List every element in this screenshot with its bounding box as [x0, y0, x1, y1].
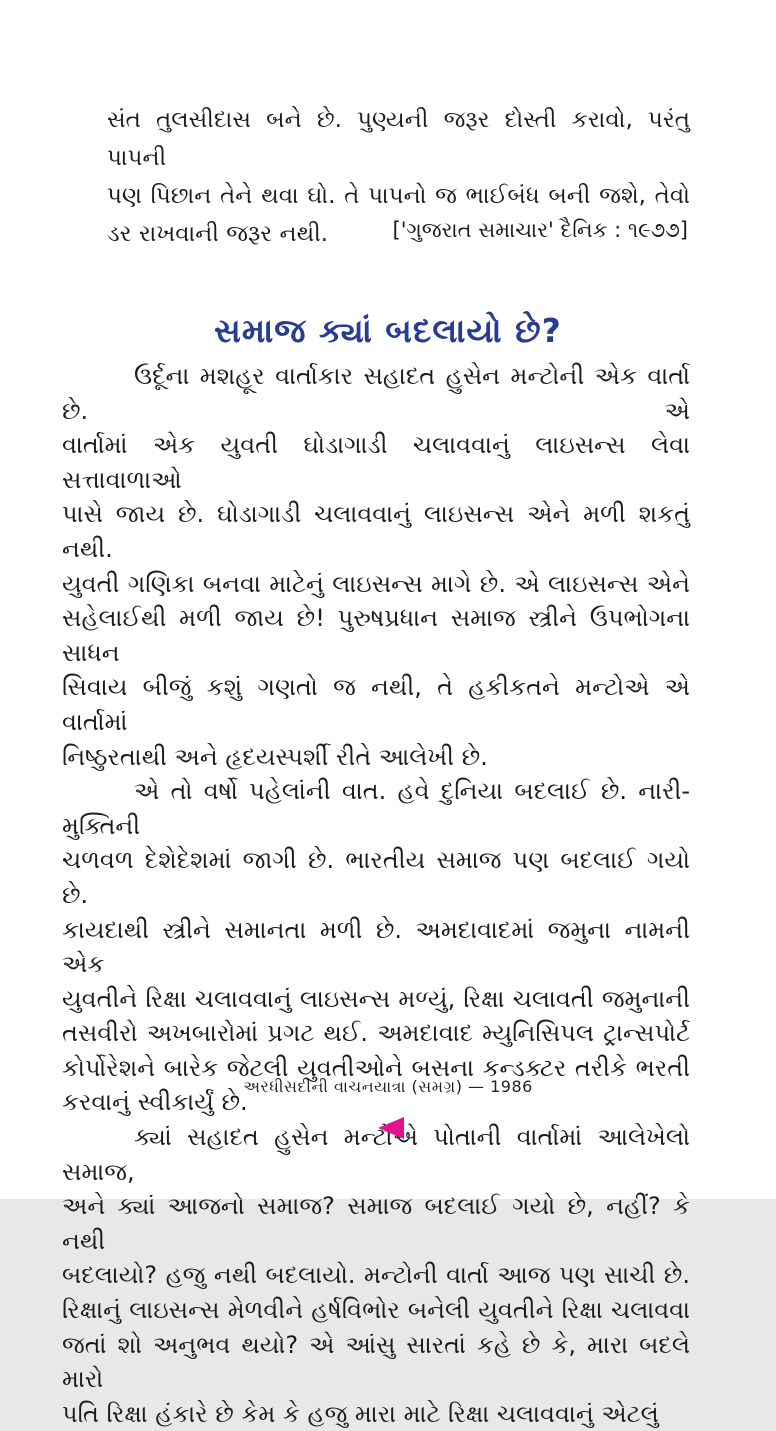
text-line: વાર્તામાં એક યુવતી ઘોડાગાડી ચલાવવાનું લાઇસન્સ લેવા સત્તાવાળાઓ	[62, 431, 690, 494]
text-line: ડર રાખવાની જરૂર નથી.	[107, 221, 329, 247]
text-line: ઉર્દૂના મશહૂર વાર્તાકાર સહાદત હુસેન મન્ટોની એક વાર્તા છે. એ	[62, 362, 690, 425]
text-line: પતિ રિક્ષા હંકારે છે કેમ કે હજુ મારા માટે રિક્ષા ચલાવવાનું એટલું	[62, 1399, 659, 1428]
text-line: સિવાય બીજું કશું ગણતો જ નથી, તે હકીકતને મન્ટોએ એ વાર્તામાં	[62, 673, 690, 736]
text-line: જતાં શો અનુભવ થયો? એ આંસુ સારતાં કહે છે કે, મારા બદલે મારો	[62, 1330, 690, 1394]
text-line: સંત તુલસીદાસ બને છે. પુણ્યની જરૂર દોસ્તી કરાવો, પરંતુ પાપની	[107, 107, 690, 171]
book-footer-title: અરધીસદીની વાચનયાત્રા (સમગ્ર) — 1986	[243, 1077, 533, 1096]
text-line: સહેલાઈથી મળી જાય છે! પુરુષપ્રધાન સમાજ સ્ત્રીને ઉપભોગના સાધન	[62, 604, 690, 667]
article-title: સમાજ ક્યાં બદલાયો છે?	[214, 311, 562, 351]
source-citation: ['ગુજરાત સમાચાર' દૈનિક : ૧૯૭૭]	[392, 218, 688, 242]
text-line: બદલાયો? હજુ નથી બદલાયો. મન્ટોની વાર્તા આજ પણ સાચી છે.	[62, 1261, 690, 1290]
prev-page-triangle-icon[interactable]	[378, 1117, 404, 1139]
text-line: ચળવળ દેશેદેશમાં જાગી છે. ભારતીય સમાજ પણ બદલાઈ ગયો છે.	[62, 846, 690, 909]
text-line: અને ક્યાં આજનો સમાજ? સમાજ બદલાઈ ગયો છે, નહીં? કે નથી	[62, 1192, 690, 1255]
text-line: રિક્ષાનું લાઇસન્સ મેળવીને હર્ષવિભોર બનેલી યુવતીને રિક્ષા ચલાવવા	[62, 1296, 690, 1325]
article-paragraph-3	[62, 1120, 690, 1431]
text-line: ક્યાં સહાદત હુસેન મન્ટોએ પોતાની વાર્તામાં આલેખેલો સમાજ,	[62, 1123, 690, 1186]
text-line: એ તો વર્ષો પહેલાંની વાત. હવે દુનિયા બદલાઈ છે. નારી-મુક્તિની	[62, 777, 690, 840]
text-line: કરવાનું સ્વીકાર્યું છે.	[62, 1088, 248, 1117]
text-line: પણ પિછાન તેને થવા ઘો. તે પાપનો જ ભાઈબંધ બની જશે, તેવો	[107, 183, 690, 209]
text-line: નિષ્ઠુરતાથી અને હૃદયસ્પર્શી રીતે આલેખી છે.	[62, 742, 488, 771]
article-paragraph-1	[62, 359, 690, 774]
text-line: યુવતીને રિક્ષા ચલાવવાનું લાઇસન્સ મળ્યું, રિક્ષા ચલાવતી જમુનાની	[62, 984, 690, 1013]
text-line: યુવતી ગણિકા બનવા માટેનું લાઇસન્સ માગે છે. એ લાઇસન્સ એને	[62, 569, 690, 598]
text-line: તસવીરો અખબારોમાં પ્રગટ થઈ. અમદાવાદ મ્યુનિસિપલ ટ્રાન્સપોર્ટ	[62, 1019, 690, 1048]
article-paragraph-2	[62, 774, 690, 1120]
text-line: કોર્પોરેશને બારેક જેટલી યુવતીઓને બસના કન્ડક્ટર તરીકે ભરતી	[62, 1053, 690, 1082]
text-line: પાસે જાય છે. ઘોડાગાડી ચલાવવાનું લાઇસન્સ એને મળી શકતું નથી.	[62, 500, 690, 563]
article-body	[62, 359, 690, 1431]
text-line: કાયદાથી સ્ત્રીને સમાનતા મળી છે. અમદાવાદમાં જમુના નામની એક	[62, 915, 690, 979]
